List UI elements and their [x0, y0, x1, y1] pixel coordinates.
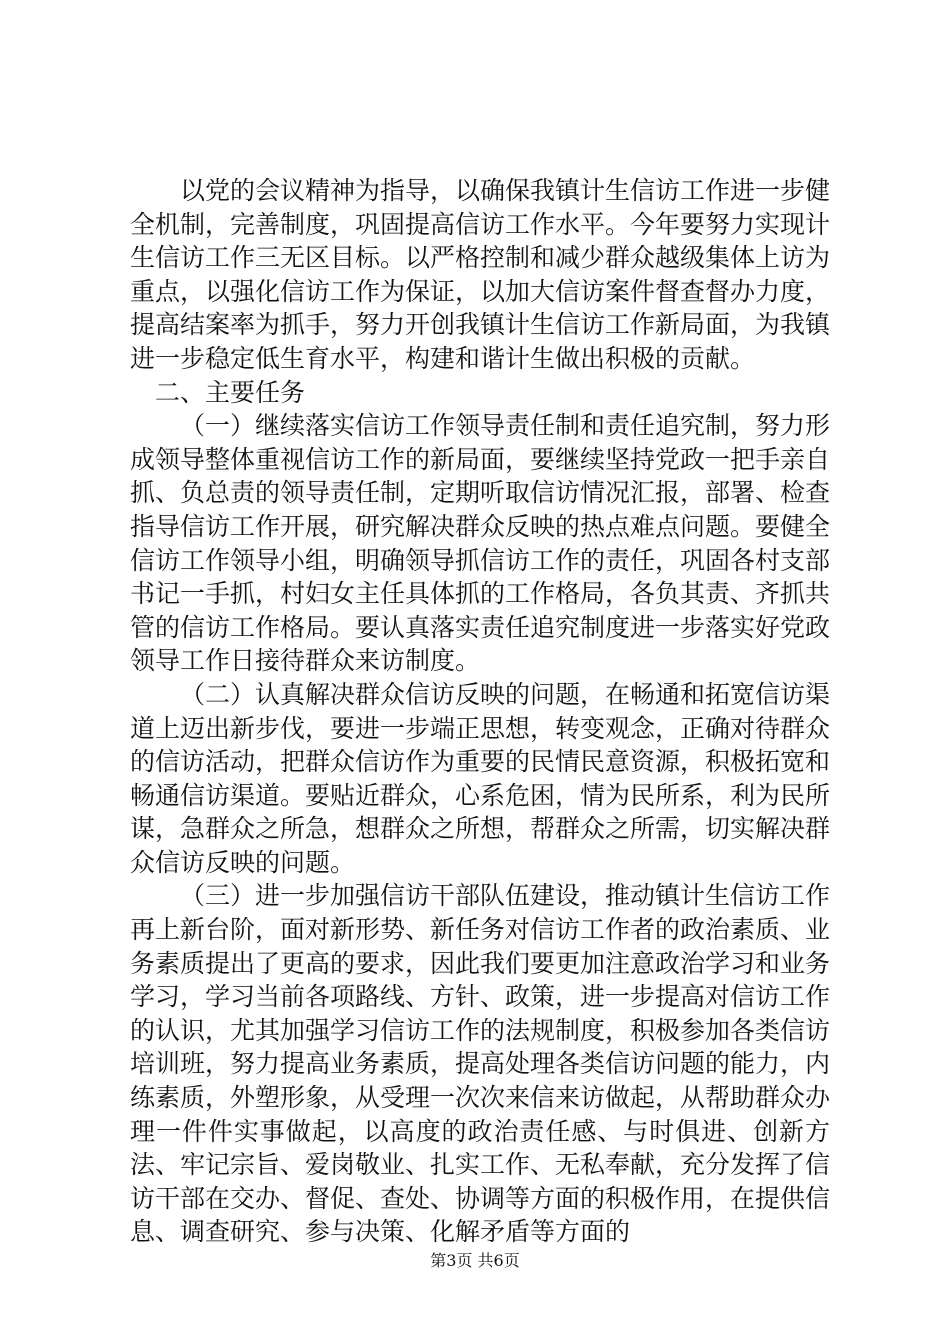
document-body [130, 174, 830, 1249]
paragraph-guiding-principle: 以党的会议精神为指导，以确保我镇计生信访工作进一步健全机制，完善制度，巩固提高信访工作水平。今年要努力实现计生信访工作三无区目标。以严格控制和减少群众越级集体上访为重点，以强化信访工作为保证，以加大信访案件督查督办力度，提高结案率为抓手，努力开创我镇计生信访工作新局面，为我镇进一步稳定低生育水平，构建和谐计生做出积极的贡献。 [130, 176, 831, 373]
paragraph-task-three: （三）进一步加强信访干部队伍建设，推动镇计生信访工作再上新台阶，面对新形势、新任务对信访工作者的政治素质、业务素质提出了更高的要求，因此我们要更加注意政治学习和业务学习，学习当前各项路线、方针、政策，进一步提高对信访工作的认识，尤其加强学习信访工作的法规制度，积极参加各类信访培训班，努力提高业务素质，提高处理各类信访问题的能力，内练素质，外塑形象，从受理一次次来信来访做起，从帮助群众办理一件件实事做起，以高度的政治责任感、与时俱进、创新方法、牢记宗旨、爱岗敬业、扎实工作、无私奉献，充分发挥了信访干部在交办、督促、查处、协调等方面的积极作用，在提供信息、调查研究、参与决策、化解矛盾等方面的 [130, 881, 831, 1247]
paragraph-task-two: （二）认真解决群众信访反映的问题，在畅通和拓宽信访渠道上迈出新步伐，要进一步端正思想，转变观念，正确对待群众的信访活动，把群众信访作为重要的民情民意资源，积极拓宽和畅通信访渠道。要贴近群众，心系危困，情为民所系，利为民所谋，急群众之所急，想群众之所想，帮群众之所需，切实解决群众信访反映的问题。 [130, 679, 831, 877]
paragraph-task-one: （一）继续落实信访工作领导责任制和责任追究制，努力形成领导整体重视信访工作的新局面，要继续坚持党政一把手亲自抓、负总责的领导责任制，定期听取信访情况汇报，部署、检查指导信访工作开展，研究解决群众反映的热点难点问题。要健全信访工作领导小组，明确领导抓信访工作的责任，巩固各村支部书记一手抓，村妇女主任具体抓的工作格局，各负其责、齐抓共管的信访工作格局。要认真落实责任追究制度进一步落实好党政领导工作日接待群众来访制度。 [130, 411, 831, 676]
page-number-footer: 第3页 共6页 [430, 1251, 520, 1270]
section-heading-main-tasks: 二、主要任务 [155, 377, 306, 407]
